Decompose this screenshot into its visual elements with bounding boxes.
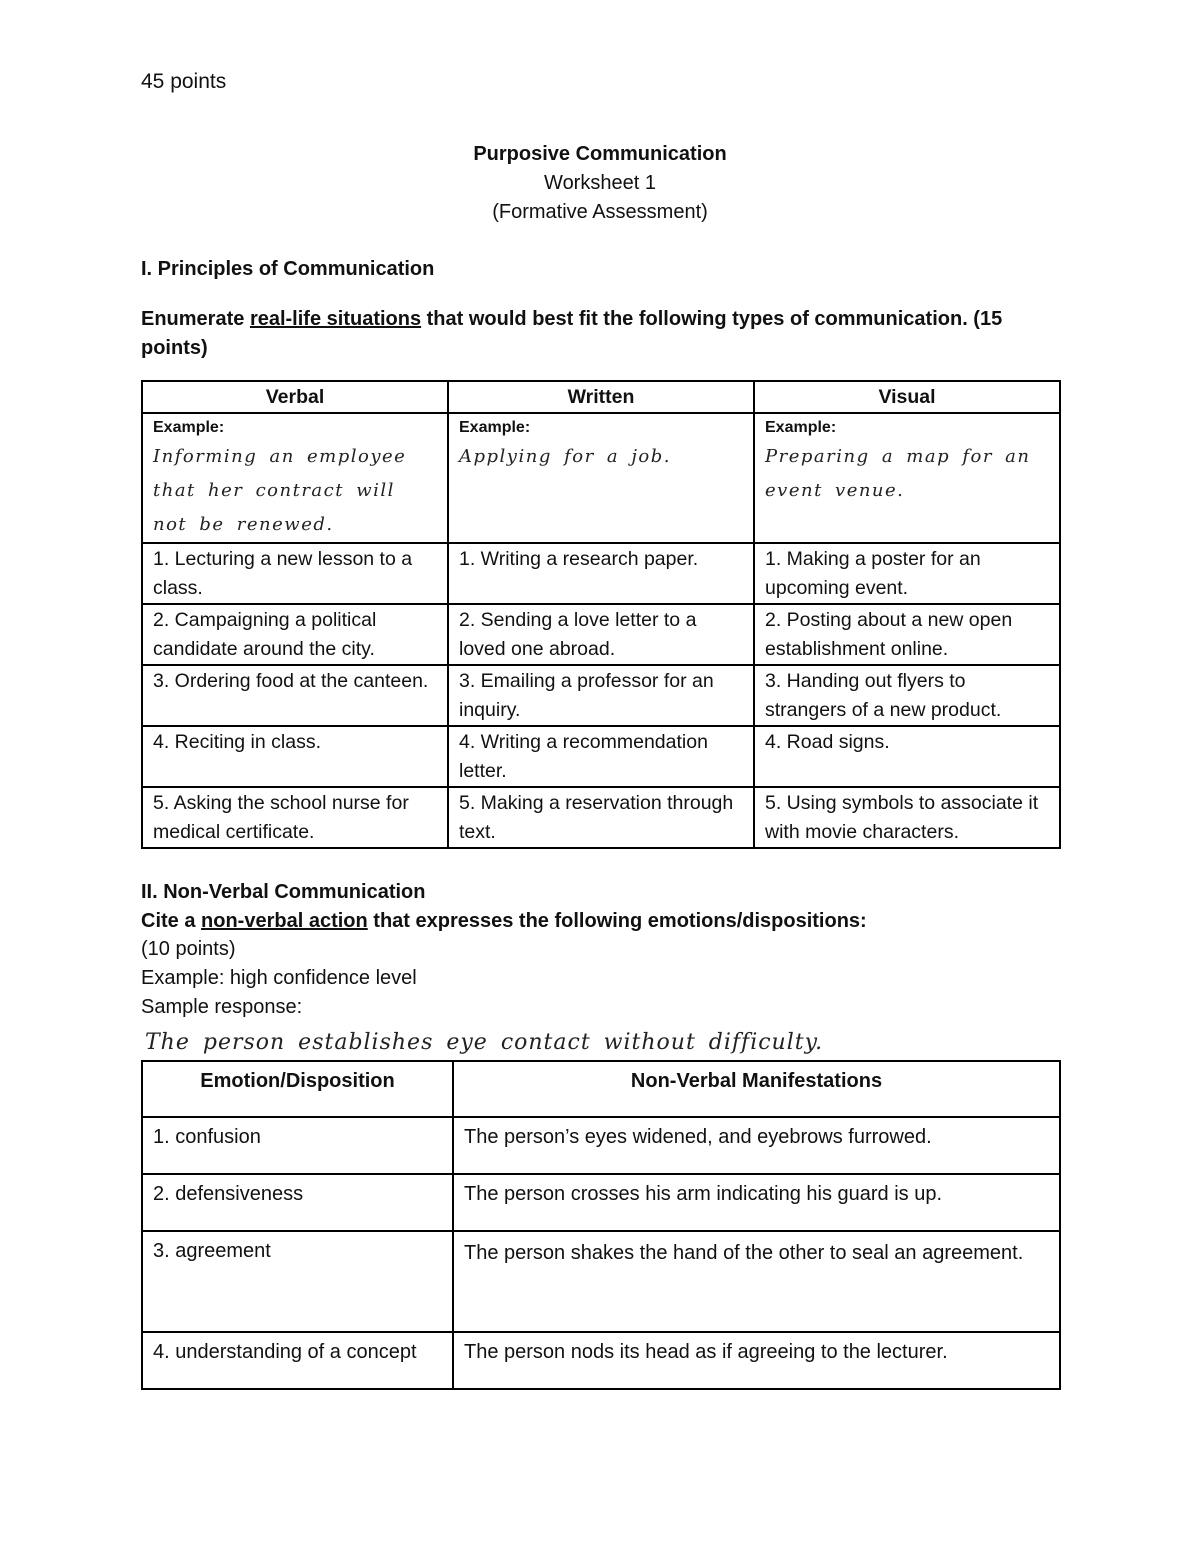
example-answer: Applying for a job. bbox=[459, 446, 672, 467]
table-cell: 1. Writing a research paper. bbox=[448, 543, 754, 604]
table-cell: 3. Handing out flyers to strangers of a new product. bbox=[754, 665, 1060, 726]
instruction-text: Enumerate bbox=[141, 308, 250, 330]
table-cell: 2. Sending a love letter to a loved one abroad. bbox=[448, 604, 754, 665]
table-row bbox=[142, 1174, 1060, 1231]
column-header-visual: Visual bbox=[754, 381, 1060, 413]
table-cell: 5. Making a reservation through text. bbox=[448, 787, 754, 848]
sample-response: The person establishes eye contact without difficulty. bbox=[145, 1030, 824, 1055]
table-cell: 1. confusion bbox=[142, 1117, 453, 1174]
worksheet-title: Purposive Communication bbox=[473, 143, 727, 165]
table-row bbox=[142, 787, 1060, 848]
table-cell: The person nods its head as if agreeing to the lecturer. bbox=[453, 1332, 1060, 1389]
table-header-row bbox=[142, 381, 1060, 413]
table-cell: 3. Ordering food at the canteen. bbox=[142, 665, 448, 726]
table-row bbox=[142, 543, 1060, 604]
section2-instruction bbox=[141, 910, 867, 933]
example-answer: Informing an employee that her contract will not be renewed. bbox=[153, 446, 407, 535]
section1-heading: I. Principles of Communication bbox=[141, 258, 435, 280]
instruction-text: that would best fit the following types of communication. (15 points) bbox=[141, 308, 1003, 359]
table-cell: 2. defensiveness bbox=[142, 1174, 453, 1231]
table-cell: 4. Writing a recommendation letter. bbox=[448, 726, 754, 787]
table-cell: 4. understanding of a concept bbox=[142, 1332, 453, 1389]
section2-example: Example: high confidence level bbox=[141, 967, 417, 989]
example-label: Example: bbox=[459, 419, 531, 436]
table-row bbox=[142, 1231, 1060, 1332]
non-verbal-table bbox=[141, 1060, 1061, 1390]
table-cell: The person crosses his arm indicating his guard is up. bbox=[453, 1174, 1060, 1231]
column-header-verbal: Verbal bbox=[142, 381, 448, 413]
table-row bbox=[142, 665, 1060, 726]
table-row bbox=[142, 604, 1060, 665]
example-cell bbox=[448, 413, 754, 543]
table-cell: 1. Making a poster for an upcoming event. bbox=[754, 543, 1060, 604]
communication-types-table bbox=[141, 380, 1061, 849]
table-row bbox=[142, 1332, 1060, 1389]
table-cell: 4. Road signs. bbox=[754, 726, 1060, 787]
table-cell: 3. agreement bbox=[142, 1231, 453, 1332]
section2-heading: II. Non-Verbal Communication bbox=[141, 881, 426, 903]
worksheet-subtitle: Worksheet 1 bbox=[544, 172, 656, 194]
table-cell: 3. Emailing a professor for an inquiry. bbox=[448, 665, 754, 726]
instruction-underlined: real-life situations bbox=[249, 308, 422, 330]
example-label: Example: bbox=[765, 419, 837, 436]
instruction-underlined: non-verbal action bbox=[201, 910, 368, 932]
total-points: 45 points bbox=[141, 70, 227, 93]
example-cell bbox=[142, 413, 448, 543]
column-header-manifestations: Non-Verbal Manifestations bbox=[453, 1061, 1060, 1117]
example-answer: Preparing a map for an event venue. bbox=[765, 446, 1031, 501]
table-row bbox=[142, 726, 1060, 787]
table-cell: 1. Lecturing a new lesson to a class. bbox=[142, 543, 448, 604]
table-cell: The person shakes the hand of the other to seal an agreement. bbox=[453, 1231, 1060, 1332]
section2-points: (10 points) bbox=[141, 938, 236, 960]
table-cell: 4. Reciting in class. bbox=[142, 726, 448, 787]
section1-instruction bbox=[141, 305, 1061, 363]
table-row bbox=[142, 1117, 1060, 1174]
assessment-type: (Formative Assessment) bbox=[492, 201, 708, 223]
table-cell: 5. Asking the school nurse for medical certificate. bbox=[142, 787, 448, 848]
example-cell bbox=[754, 413, 1060, 543]
example-row bbox=[142, 413, 1060, 543]
sample-response-label: Sample response: bbox=[141, 996, 303, 1018]
instruction-text: that expresses the following emotions/dispositions: bbox=[367, 910, 867, 932]
table-cell: 5. Using symbols to associate it with movie characters. bbox=[754, 787, 1060, 848]
example-label: Example: bbox=[153, 419, 225, 436]
column-header-emotion: Emotion/Disposition bbox=[142, 1061, 453, 1117]
table-cell: The person’s eyes widened, and eyebrows furrowed. bbox=[453, 1117, 1060, 1174]
table-cell: 2. Posting about a new open establishment online. bbox=[754, 604, 1060, 665]
column-header-written: Written bbox=[448, 381, 754, 413]
table-header-row bbox=[142, 1061, 1060, 1117]
instruction-text: Cite a bbox=[141, 910, 202, 932]
table-cell: 2. Campaigning a political candidate around the city. bbox=[142, 604, 448, 665]
